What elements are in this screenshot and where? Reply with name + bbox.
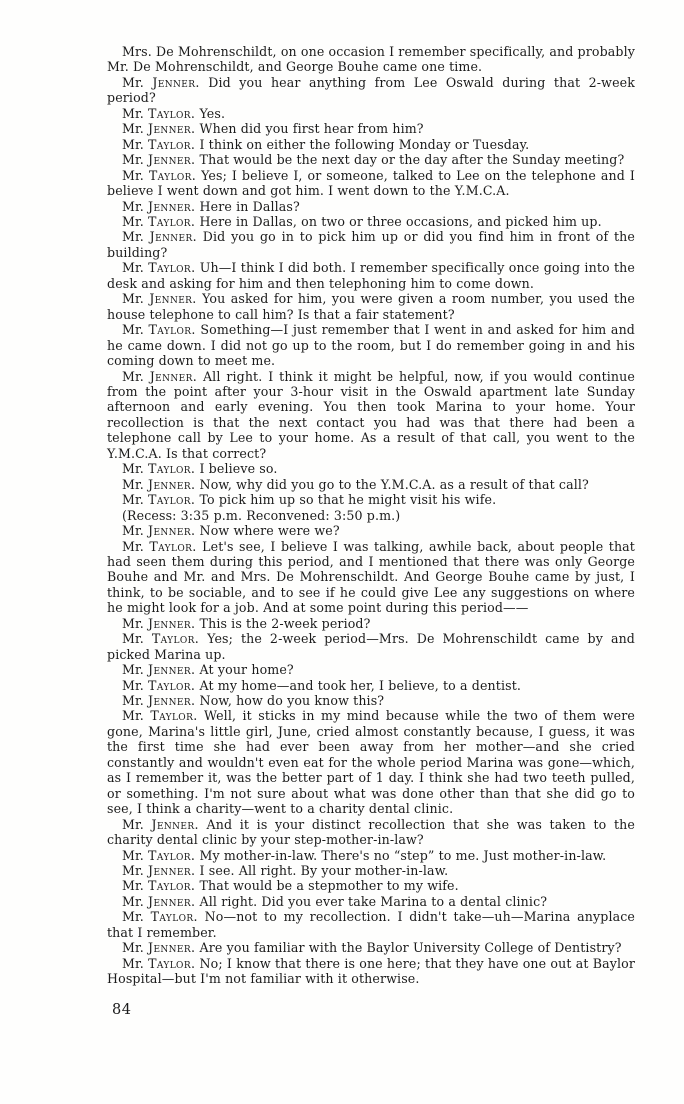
speaker-label: Mr. Jenner. [122,863,196,879]
speaker-label: Mr. Taylor. [122,708,198,724]
speaker-label: Mr. Jenner. [122,940,196,956]
transcript-paragraph: Mr. Jenner. I see. All right. By your mother-in-law. [122,863,449,879]
speaker-label: Mr. Taylor. [122,461,196,477]
transcript-paragraph: Mr. Jenner. Are you familiar with the Baylor University College of Dentistry? [122,940,622,956]
transcript-paragraph: Mr. Jenner. Now, how do you know this? [122,693,385,709]
speaker-label: Mr. Jenner. [122,693,196,709]
transcript-paragraph: Mr. Jenner. You asked for him, you were given a room number, you used the house telephone to call him? Is that a fair statement? [107,291,636,322]
speaker-label: Mr. Taylor. [122,677,196,693]
speaker-label: Mr. Jenner. [122,523,196,539]
speaker-label: Mr. Taylor. [122,260,196,276]
speaker-label: Mr. Taylor. [122,847,196,863]
transcript-paragraph: Mr. Jenner. Here in Dallas? [122,198,300,214]
speaker-label: Mr. Jenner. [122,893,196,909]
transcript-paragraph: Mr. Jenner. Did you go in to pick him up or did you find him in front of the building? [107,229,635,260]
transcript-paragraph: Mr. Jenner. Now where were we? [122,523,340,539]
transcript-paragraph: Mr. Jenner. And it is your distinct recollection that she was taken to the charity dental clinic by your step-mother-in-law? [107,816,635,848]
transcript-paragraph: Mr. Taylor. No—not to my recollection. I didn't take—uh—Marina anyplace that I remember. [107,909,636,940]
transcript-paragraph: (Recess: 3:35 p.m. Reconvened: 3:50 p.m.) [122,507,401,523]
transcript-paragraph: Mr. Taylor. Yes; the 2-week period—Mrs. De Mohrenschildt came by and picked Marina up. [107,631,635,662]
speaker-label: Mr. Jenner. [122,152,196,168]
speaker-label: Mr. Taylor. [122,909,198,925]
transcript-paragraph: Mr. Taylor. Uh—I think I did both. I remember specifically once going into the desk and asking for him and then telephoning him to come down. [107,260,635,291]
speaker-label: Mr. Taylor. [122,538,197,554]
transcript-paragraph: Mr. Taylor. Yes. [122,105,226,121]
page-number: 84 [112,1002,132,1018]
speaker-label: Mr. Jenner. [122,615,196,631]
speaker-label: Mr. Taylor. [122,878,196,894]
speaker-label: Mr. Jenner. [122,476,196,492]
transcript-paragraph: Mr. Jenner. Now, why did you go to the Y.M.C.A. as a result of that call? [122,476,589,492]
speaker-label: Mr. Jenner. [122,816,199,832]
speaker-label: Mr. Taylor. [122,167,197,183]
transcript-paragraph: Mr. Jenner. That would be the next day or the day after the Sunday meeting? [122,152,625,168]
speaker-label: Mr. Taylor. [122,105,196,121]
speaker-label: Mr. Jenner. [122,198,196,214]
transcript-paragraph: Mr. Taylor. Yes; I believe I, or someone, talked to Lee on the telephone and I believe I went down and got him. I went down to the Y.M.C.A. [107,167,635,199]
speaker-label: Mr. Jenner. [122,74,200,90]
transcript [107,44,635,987]
speaker-label: Mr. Taylor. [122,631,200,647]
transcript-paragraph: Mr. Taylor. To pick him up so that he might visit his wife. [122,492,497,508]
transcript-paragraph: Mr. Jenner. All right. Did you ever take Marina to a dental clinic? [122,893,548,909]
speaker-label: Mr. Jenner. [122,662,196,678]
transcript-paragraph: Mr. Taylor. Here in Dallas, on two or three occasions, and picked him up. [122,213,602,229]
speaker-label: Mr. Taylor. [122,492,196,508]
speaker-label: Mr. Taylor. [122,136,196,152]
speaker-label: Mr. Jenner. [122,229,198,245]
transcript-paragraph: Mr. Jenner. This is the 2-week period? [122,615,371,631]
transcript-paragraph: Mr. Jenner. Did you hear anything from Lee Oswald during that 2-week period? [107,74,635,106]
speaker-label: Mr. Taylor. [122,322,196,338]
speaker-label: Mr. Jenner. [122,291,197,307]
transcript-paragraph: Mr. Taylor. Let's see, I believe I was talking, awhile back, about people that had seen them during this period, and I mentioned that there was only George Bouhe and Mr. and Mrs. De Mohrenschildt. And George Bouhe came by just, I think, to be sociable, and to see if he could give Lee any suggestions on where he might look for a job. And at some point during this period—— [107,538,635,616]
speaker-label: Mr. Jenner. [122,368,198,384]
transcript-paragraph: Mr. Jenner. At your home? [122,662,294,678]
transcript-paragraph: Mr. Taylor. I think on either the following Monday or Tuesday. [122,136,530,152]
transcript-paragraph: Mr. Taylor. Something—I just remember that I went in and asked for him and he came down. I did not go up to the room, but I do remember going in and his coming down to meet me. [107,322,635,369]
speaker-label: Mr. Jenner. [122,121,196,137]
transcript-paragraph: Mrs. De Mohrenschildt, on one occasion I remember specifically, and probably Mr. De Mohrenschildt, and George Bouhe came one time. [107,44,635,75]
transcript-paragraph: Mr. Jenner. When did you first hear from him? [122,121,424,137]
transcript-paragraph: Mr. Taylor. Well, it sticks in my mind because while the two of them were gone, Marina's little girl, June, cried almost constantly because, I guess, it was the first time she had ever been away from her mother—and she cried constantly and wouldn't even eat for the whole period Marina was gone—which, as I remember it, was the better part of 1 day. I think she had two teeth pulled, or something. I'm not sure about what was done other than that she did go to see, I think a charity—went to a charity dental clinic. [107,708,635,817]
transcript-paragraph: Mr. Taylor. I believe so. [122,461,278,477]
transcript-paragraph: Mr. Taylor. That would be a stepmother to my wife. [122,878,459,894]
transcript-paragraph: Mr. Taylor. My mother-in-law. There's no “step” to me. Just mother-in-law. [122,847,607,863]
transcript-paragraph: Mr. Taylor. At my home—and took her, I believe, to a dentist. [122,677,522,693]
transcript-paragraph: Mr. Taylor. No; I know that there is one here; that they have one out at Baylor Hospital—but I'm not familiar with it otherwise. [107,955,635,987]
speaker-label: Mr. Taylor. [122,213,196,229]
speaker-label: Mr. Taylor. [122,955,196,971]
transcript-paragraph: Mr. Jenner. All right. I think it might be helpful, now, if you would continue from the point after your 3-hour visit in the Oswald apartment late Sunday afternoon and early evening. You then took Marina to your home. Your recollection is that the next contact you had was that there had been a telephone call by Lee to your home. As a result of that call, you went to the Y.M.C.A. Is that correct? [107,368,635,461]
